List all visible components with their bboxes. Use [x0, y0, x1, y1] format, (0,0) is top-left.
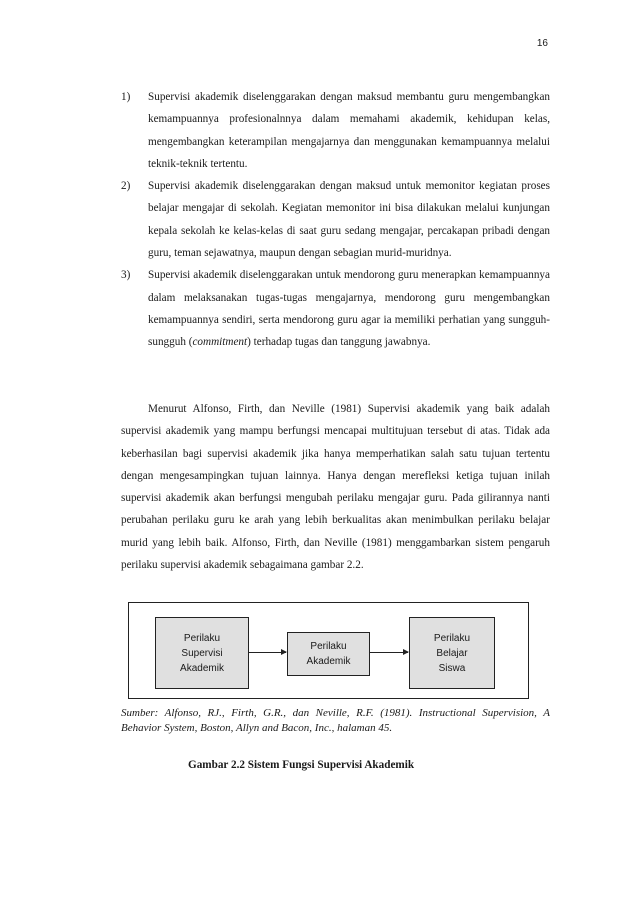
- list-item-number: 3): [121, 269, 131, 282]
- box-line: Siswa: [438, 662, 466, 674]
- diagram-box-belajar: [409, 617, 495, 689]
- box-line: Akademik: [180, 662, 224, 674]
- arrow-right-icon: [249, 652, 286, 653]
- list-item: [121, 175, 550, 264]
- list-item: [121, 264, 550, 353]
- list-item-text-before: Supervisi akademik diselenggarakan untuk mendorong guru menerapkan kemampuannya dalam melaksanakan tugas-tugas mengajarnya, mendorong guru mengembangkan kemampuannya sendiri, serta mendorong guru agar ia memiliki perhatian yang sungguh-sungguh (: [148, 269, 550, 349]
- diagram-box-akademik: [287, 632, 370, 676]
- list-item-text: Supervisi akademik diselenggarakan dengan maksud untuk memonitor kegiatan proses belajar mengajar di sekolah. Kegiatan memonitor ini bisa dilakukan melalui kunjungan kepala sekolah ke kelas-kelas di saat guru sedang mengajar, percakapan pribadi dengan guru, teman sejawatnya, maupun dengan sebagian murid-muridnya.: [148, 180, 550, 260]
- list-item-text: Supervisi akademik diselenggarakan dengan maksud membantu guru mengembangkan kemampuannya profesionalnnya dalam memahami akademik, kehidupan kelas, mengembangkan keterampilan mengajarnya dan menggunakan kemampuannya melalui teknik-teknik tertentu.: [148, 91, 550, 170]
- figure-caption: Gambar 2.2 Sistem Fungsi Supervisi Akademik: [188, 759, 415, 771]
- box-line: Akademik: [306, 656, 351, 667]
- list-item-italic-term: commitment: [192, 336, 248, 349]
- list-item: [121, 86, 550, 175]
- numbered-list: [121, 86, 550, 354]
- box-line: Perilaku: [183, 632, 221, 644]
- box-line: Perilaku: [310, 641, 347, 652]
- page-number: 16: [536, 38, 548, 49]
- list-item-text-after: ) terhadap tugas dan tanggung jawabnya.: [247, 336, 431, 349]
- diagram-box-supervisi: [155, 617, 249, 689]
- list-item-number: 1): [121, 91, 131, 103]
- body-paragraph: Menurut Alfonso, Firth, dan Neville (1981) Supervisi akademik yang baik adalah supervisi akademik yang mampu berfungsi mencapai multitujuan tersebut di atas. Tidak ada keberhasilan bagi supervisi akademik jika hanya memperhatikan salah satu tujuan tertentu dengan mengesampingkan tujuan lainnya. Hanya dengan merefleksi ketiga tujuan inilah supervisi akademik akan berfungsi mengubah perilaku mengajar guru. Pada gilirannya nanti perubahan perilaku guru ke arah yang lebih berkualitas akan menimbulkan perilaku belajar murid yang lebih baik. Alfonso, Firth, dan Neville (1981) menggambarkan sistem pengaruh perilaku supervisi akademik sebagaimana gambar 2.2.: [121, 403, 550, 572]
- figure-source: Sumber: Alfonso, RJ., Firth, G.R., dan Neville, R.F. (1981). Instructional Supervision, A Behavior System, Boston, Allyn and Bacon, Inc., halaman 45.: [121, 707, 550, 734]
- figure-diagram: [128, 602, 529, 699]
- arrow-right-icon: [370, 652, 408, 653]
- list-item-number: 2): [121, 180, 131, 193]
- box-line: Supervisi: [181, 647, 223, 659]
- box-line: Belajar: [436, 647, 468, 659]
- box-line: Perilaku: [433, 632, 471, 644]
